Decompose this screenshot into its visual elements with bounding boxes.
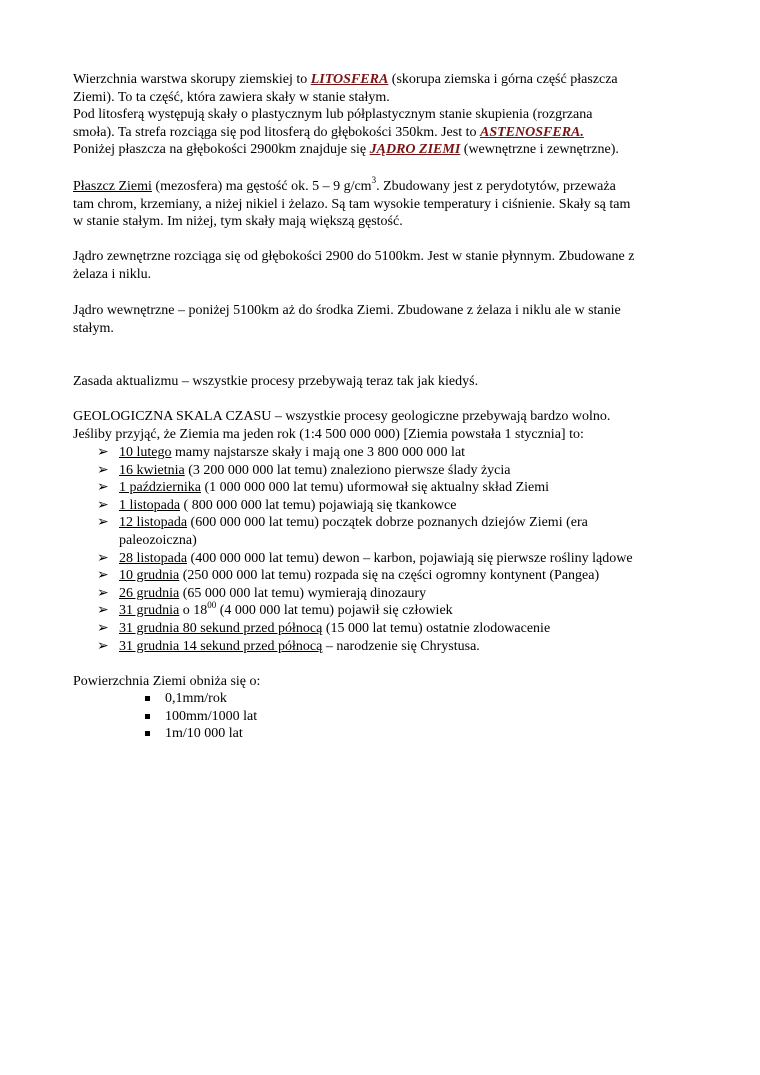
arrow-bullet-icon: ➢ <box>97 515 109 531</box>
arrow-bullet-icon: ➢ <box>97 603 109 619</box>
inner-core-line-1: Jądro wewnętrzne – poniżej 5100km aż do środka Ziemi. Zbudowane z żelaza i niklu ale w stanie <box>73 303 621 318</box>
outer-core-paragraph <box>73 248 693 283</box>
inner-core-line-2: stałym. <box>73 320 114 336</box>
intro-line-4: smoła). Ta strefa rozciąga się pod litosferą do głębokości 350km. Jest to ASTENOSFERA. <box>73 124 584 140</box>
timescale-line-1: GEOLOGICZNA SKALA CZASU – wszystkie procesy geologiczne przebywają bardzo wolno. <box>73 409 611 424</box>
outer-core-line-1: Jądro zewnętrzne rozciąga się od głębokości 2900 do 5100km. Jest w stanie płynnym. Zbudowane z <box>73 249 635 264</box>
actualism-paragraph <box>73 373 693 391</box>
inner-core-paragraph <box>73 302 693 337</box>
mantle-line-1: Płaszcz Ziemi (mezosfera) ma gęstość ok. 5 – 9 $g/cm^3$. Zbudowany jest z perydotytów, przeważa <box>73 175 616 194</box>
list-item: ➢ 12 listopada (600 000 000 lat temu) początek dobrze poznanych dziejów Ziemi (era paleozoiczna) <box>97 515 588 548</box>
intro-paragraph <box>73 71 693 159</box>
arrow-bullet-icon: ➢ <box>97 480 109 496</box>
intro-line-3: Pod litosferą występują skały o plastycznym lub półplastycznym stanie skupienia (rozgrzana <box>73 107 593 123</box>
list-item: ➢ 1 listopada ( 800 000 000 lat temu) pojawiają się tkankowce <box>97 497 457 513</box>
mantle-paragraph <box>73 175 693 231</box>
list-item: ➢ 31 grudnia 80 sekund przed północą (15 000 lat temu) ostatnie zlodowacenie <box>97 620 551 636</box>
list-item: 1m/10 000 lat <box>145 725 257 743</box>
intro-line-5: Poniżej płaszcza na głębokości 2900km znajduje się JĄDRO ZIEMI (wewnętrzne i zewnętrzne). <box>73 142 619 158</box>
square-bullet-icon <box>145 731 150 736</box>
list-item: ➢ 26 grudnia (65 000 000 lat temu) wymierają dinozaury <box>97 585 427 601</box>
mantle-line-2: tam chrom, krzemiany, a niżej nikiel i żelazo. Są tam wysokie temperatury i ciśnienie. Skały są tam <box>73 196 631 212</box>
square-bullet-icon <box>145 696 150 701</box>
timescale-intro <box>73 408 693 443</box>
term-astenosfera: ASTENOSFERA. <box>480 124 584 140</box>
arrow-bullet-icon: ➢ <box>97 568 109 584</box>
list-item: ➢ 31 grudnia o $18^{00}$ (4 000 000 lat temu) pojawił się człowiek <box>97 599 453 619</box>
list-item: ➢ 31 grudnia 14 sekund przed północą – narodzenie się Chrystusa. <box>97 638 480 654</box>
list-item: ➢ 16 kwietnia (3 200 000 000 lat temu) znaleziono pierwsze ślady życia <box>97 462 511 478</box>
actualism-line: Zasada aktualizmu – wszystkie procesy przebywają teraz tak jak kiedyś. <box>73 374 479 389</box>
list-item: 0,1mm/rok <box>145 690 257 708</box>
arrow-bullet-icon: ➢ <box>97 497 109 513</box>
surface-title: Powierzchnia Ziemi obniża się o: <box>73 674 261 689</box>
term-jadro-ziemi: JĄDRO ZIEMI <box>369 142 461 158</box>
list-item: 100mm/1000 lat <box>145 708 257 726</box>
timescale-line-2: Jeśliby przyjąć, że Ziemia ma jeden rok (1:4 500 000 000) [Ziemia powstała 1 stycznia] to: <box>73 426 584 442</box>
intro-line-2: Ziemi). To ta część, która zawiera skały w stanie stałym. <box>73 89 390 105</box>
timeline-list <box>97 444 697 655</box>
term-litosfera: LITOSFERA <box>310 72 389 87</box>
square-bullet-icon <box>145 714 150 719</box>
mantle-line-3: w stanie stałym. Im niżej, tym skały mają większą gęstość. <box>73 214 403 230</box>
surface-list <box>145 690 257 743</box>
list-item: ➢ 10 grudnia (250 000 000 lat temu) rozpada się na części ogromny kontynent (Pangea) <box>97 568 600 584</box>
list-item: ➢ 10 lutego mamy najstarsze skały i mają one 3 800 000 000 lat <box>97 445 466 460</box>
list-item: ➢ 1 października (1 000 000 000 lat temu) uformował się aktualny skład Ziemi <box>97 480 549 496</box>
arrow-bullet-icon: ➢ <box>97 462 109 478</box>
arrow-bullet-icon: ➢ <box>97 550 109 566</box>
arrow-bullet-icon: ➢ <box>97 445 109 460</box>
arrow-bullet-icon: ➢ <box>97 638 109 654</box>
arrow-bullet-icon: ➢ <box>97 620 109 636</box>
list-item: ➢ 28 listopada (400 000 000 lat temu) dewon – karbon, pojawiają się pierwsze rośliny lądowe <box>97 550 633 566</box>
intro-line-1: Wierzchnia warstwa skorupy ziemskiej to LITOSFERA (skorupa ziemska i górna część płaszcza <box>73 72 618 87</box>
arrow-bullet-icon: ➢ <box>97 585 109 601</box>
term-plaszcz-ziemi: Płaszcz Ziemi <box>73 179 152 194</box>
outer-core-line-2: żelaza i niklu. <box>73 266 152 282</box>
surface-title-block <box>73 673 693 691</box>
